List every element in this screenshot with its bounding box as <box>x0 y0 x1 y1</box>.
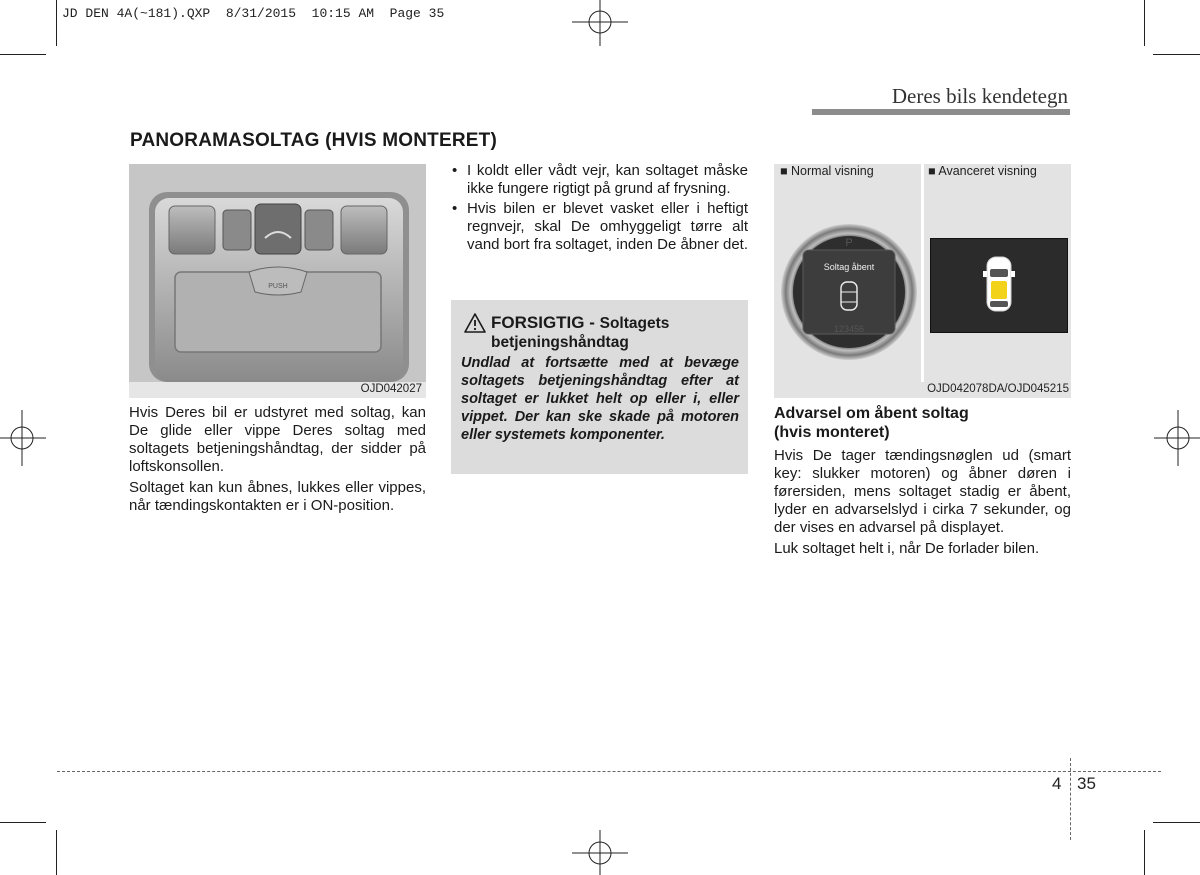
registration-mark-top <box>572 0 628 46</box>
paragraph: Luk soltaget helt i, når De forlader bilen. <box>774 540 1040 557</box>
figure-code: OJD042027 <box>360 383 422 395</box>
crop-mark <box>1144 830 1145 875</box>
page-heading: PANORAMASOLTAG (HVIS MONTERET) <box>130 130 497 151</box>
figure-warning-displays <box>774 164 1071 398</box>
registration-mark-bottom <box>572 830 628 875</box>
registration-mark-right <box>1154 410 1200 466</box>
subsection-heading-qualifier: (hvis monteret) <box>774 424 890 441</box>
advanced-display-screen <box>930 238 1068 333</box>
left-column-text <box>129 404 426 518</box>
gauge-p: P <box>845 237 853 249</box>
car-topview-icon <box>931 239 1067 332</box>
paragraph: Hvis De tager tændingsnøglen ud (smart key: slukker motoren) og åbner døren i førersiden, mens soltaget stadig er åbent, lyder en advarselslyd i cirka 7 sekunder, og der vises en advarsel på displayet. <box>774 447 1071 536</box>
caution-box <box>451 300 748 474</box>
print-header: JD DEN 4A(~181).QXP 8/31/2015 10:15 AM Page 35 <box>62 6 445 21</box>
caution-body: Undlad at fortsætte med at bevæge soltagets betjeningshåndtag efter at soltaget er lukket helt op eller i, eller vippet. Der kan ske skade på motoren eller systemets komponenter. <box>461 355 739 443</box>
crop-mark <box>56 830 57 875</box>
gauge-text: Soltag åbent <box>823 262 875 272</box>
gauge-odometer: 123456 <box>833 324 865 334</box>
warning-triangle-icon <box>463 312 487 334</box>
caution-subtitle: betjeningshåndtag <box>491 334 629 351</box>
crop-mark <box>1144 0 1145 46</box>
figure-divider <box>921 164 924 382</box>
paragraph: Hvis Deres bil er udstyret med soltag, kan De glide eller vippe Deres soltag med soltagets betjeningshåndtag, der sidder på loftskonsollen. <box>129 404 426 475</box>
gauge-display <box>779 222 919 362</box>
crop-mark <box>1153 54 1200 55</box>
crop-mark <box>1153 822 1200 823</box>
crop-mark <box>0 54 46 55</box>
list-item: • I koldt eller vådt vejr, kan soltaget måske ikke fungere rigtigt på grund af frysning. <box>452 162 748 197</box>
normal-view-caption: ■ Normal visning <box>780 164 874 178</box>
push-label: PUSH <box>268 283 288 290</box>
registration-mark-left <box>0 410 46 466</box>
footer-rule <box>57 771 1161 772</box>
crop-mark <box>0 822 46 823</box>
chapter-number: 4 <box>1052 774 1062 793</box>
middle-column-bullets <box>451 162 748 256</box>
page-number: 35 <box>1077 774 1096 793</box>
paragraph: Soltaget kan kun åbnes, lukkes eller vippes, når tændingskontakten er i ON-position. <box>129 479 426 514</box>
section-title: Deres bils kendetegn <box>891 84 1068 108</box>
advanced-view-caption: ■ Avanceret visning <box>928 164 1037 178</box>
header-bar <box>812 109 1070 115</box>
footer-divider <box>1070 758 1071 840</box>
subsection-heading: Advarsel om åbent soltag <box>774 405 969 422</box>
overhead-console-illustration <box>129 164 426 382</box>
crop-mark <box>56 0 57 46</box>
caution-title: FORSIGTIG - Soltagets <box>491 313 670 332</box>
figure-code: OJD042078DA/OJD045215 <box>927 383 1069 395</box>
right-column <box>774 404 1071 561</box>
list-item: • Hvis bilen er blevet vasket eller i heftigt regnvejr, skal De omhyggeligt tørre alt vand bort fra soltaget, inden De åbner det. <box>452 200 749 253</box>
figure-overhead-console <box>129 164 426 398</box>
